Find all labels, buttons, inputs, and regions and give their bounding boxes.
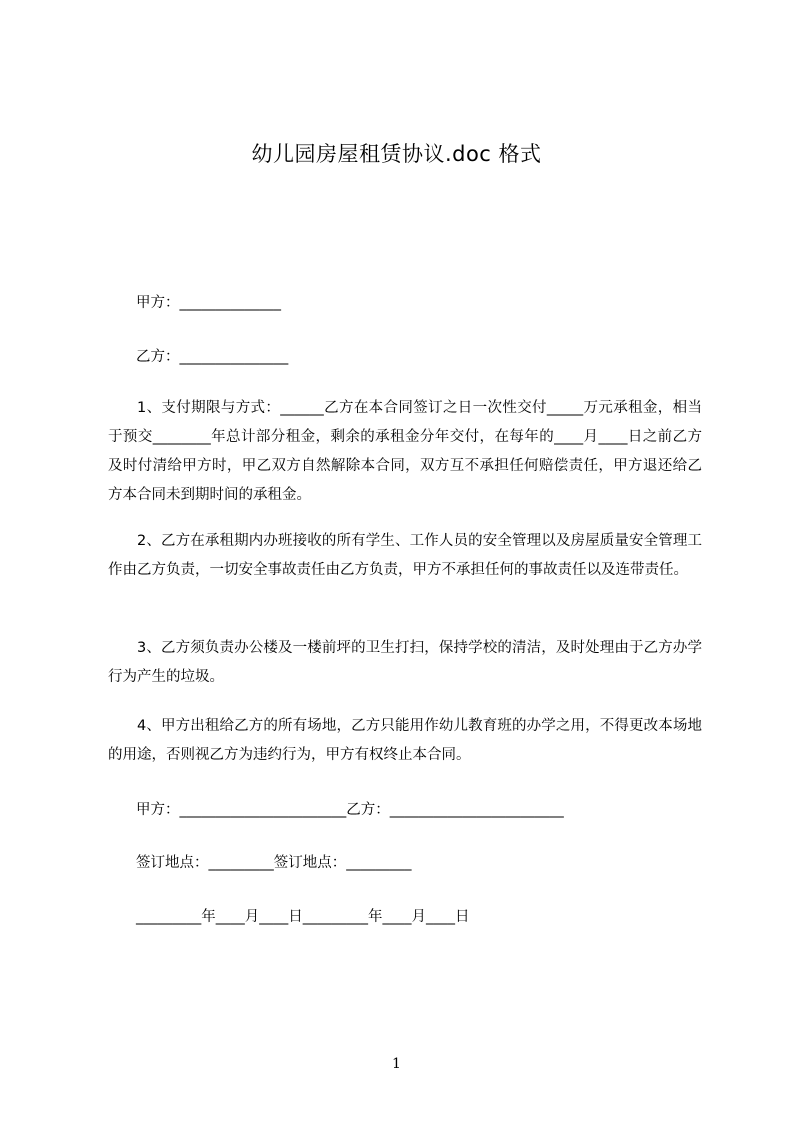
clause-text: 1、支付期限与方式：______乙方在本合同签订之日一次性交付_____万元承租金，相当于预交________年总计部分租金，剩余的承租金分年交付，在每年的____月____日之前乙方及时付清给甲方时，甲乙双方自然解除本合同，双方互不承担任何赔偿责任，甲方退还给乙方本合同未到期时间的承租金。 [108, 400, 702, 503]
page-number: 1 [392, 1056, 401, 1072]
clause-4 [108, 712, 702, 770]
clause-1 [108, 394, 702, 510]
signing-place-line: 签订地点：_________签订地点：_________ [136, 855, 412, 871]
clause-text: 2、乙方在承租期内办班接收的所有学生、工作人员的安全管理以及房屋质量安全管理工作由乙方负责，一切安全事故责任由乙方负责，甲方不承担任何的事故责任以及连带责任。 [108, 533, 702, 578]
date-line: _________年____月____日_________年____月____日 [136, 909, 470, 925]
signature-line: 甲方：_______________________乙方：________________________ [136, 802, 564, 818]
clause-text: 3、乙方须负责办公楼及一楼前坪的卫生打扫，保持学校的清洁，及时处理由于乙方办学行为产生的垃圾。 [108, 640, 702, 685]
party-b-line: 乙方：_______________ [136, 349, 289, 365]
document-title: 幼儿园房屋租赁协议.doc 格式 [251, 142, 542, 166]
clause-2 [108, 527, 702, 585]
clause-3 [108, 634, 702, 692]
clause-text: 4、甲方出租给乙方的所有场地，乙方只能用作幼儿教育班的办学之用，不得更改本场地的用途，否则视乙方为违约行为，甲方有权终止本合同。 [108, 718, 702, 763]
party-a-line: 甲方：______________ [136, 295, 281, 311]
